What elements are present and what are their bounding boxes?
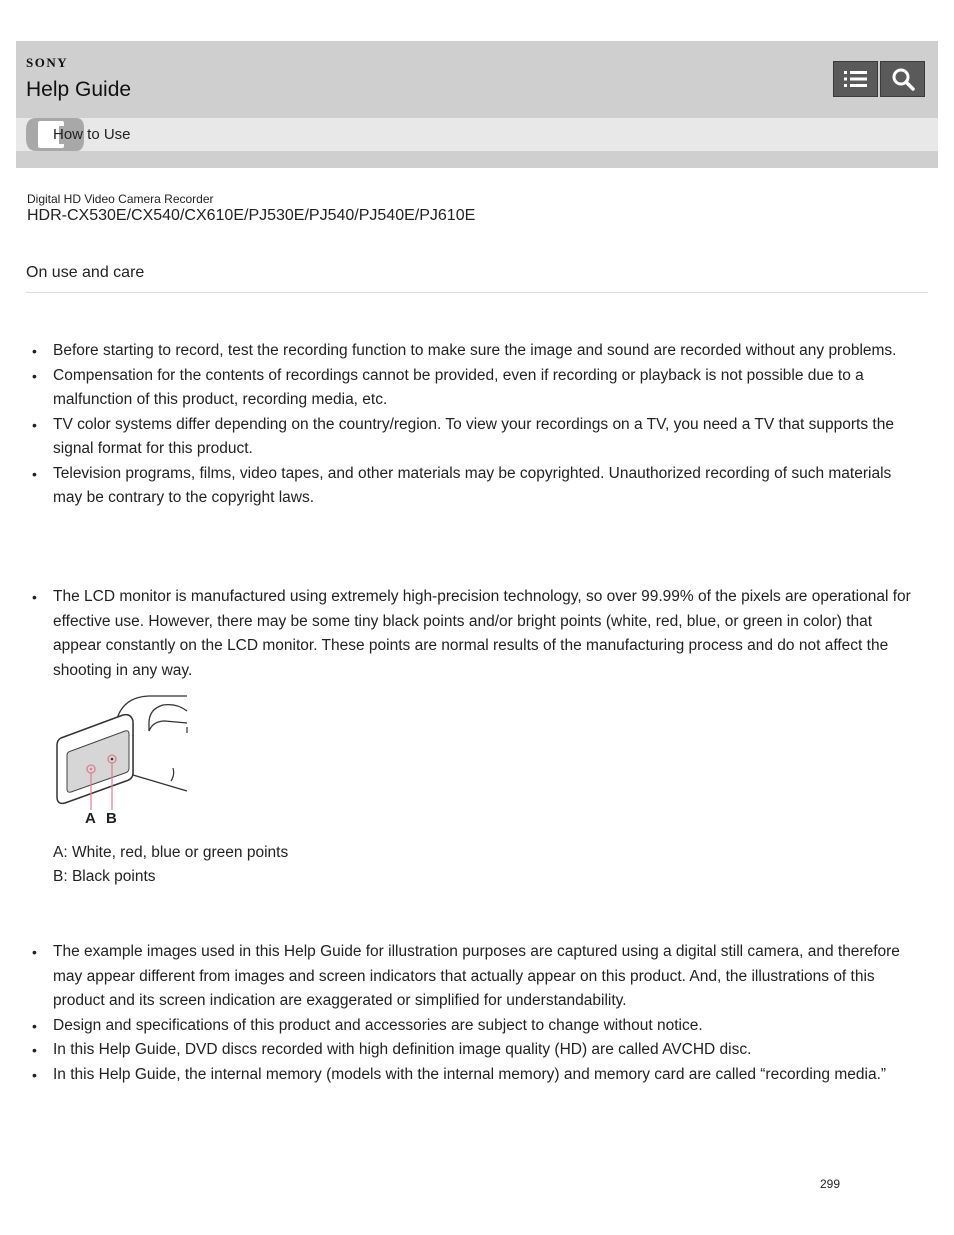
lcd-points-illustration — [53, 693, 193, 828]
list-item: • TV color systems differ depending on the country/region. To view your recordings on a TV, you need a TV that supports the signal format for this product. — [27, 413, 913, 462]
label-b: B — [106, 810, 117, 827]
list-item: • Television programs, films, video tapes, and other materials may be copyrighted. Unauthorized recording of such materials may be contrary to the copyright laws. — [27, 462, 913, 511]
page-number: 299 — [820, 1177, 841, 1191]
list-item: • In this Help Guide, the internal memory (models with the internal memory) and memory card are called “recording media.” — [27, 1063, 913, 1088]
caption-b: B: Black points — [53, 868, 156, 885]
help-guide-title[interactable]: Help Guide — [26, 78, 132, 101]
search-icon — [891, 67, 915, 91]
page-title: On use and care — [26, 264, 145, 281]
lcd-notes-list — [27, 585, 913, 683]
product-models: HDR-CX530E/CX540/CX610E/PJ530E/PJ540/PJ540E/PJ610E — [27, 207, 476, 224]
list-item: • Design and specifications of this product and accessories are subject to change without notice. — [27, 1014, 913, 1039]
list-item: • The example images used in this Help Guide for illustration purposes are captured using a digital still camera, and therefore may appear different from images and screen indicators that actually appear on this product. And, the illustrations of this product and its screen indication are exaggerated or simplified for understandability. — [27, 940, 913, 1014]
table-of-contents-button[interactable] — [833, 61, 878, 97]
search-button[interactable] — [880, 61, 925, 97]
list-item: • The LCD monitor is manufactured using extremely high-precision technology, so over 99.99% of the pixels are operational for effective use. However, there may be some tiny black points and/or bright points (white, red, blue, or green in color) that appear constantly on the LCD monitor. These points are normal results of the manufacturing process and do not affect the shooting in any way. — [27, 585, 913, 683]
product-category: Digital HD Video Camera Recorder — [27, 192, 214, 206]
sony-logo: SONY — [26, 55, 69, 70]
breadcrumb — [16, 118, 938, 151]
help-guide-notes-list — [27, 940, 913, 1087]
list-item: • In this Help Guide, DVD discs recorded with high definition image quality (HD) are called AVCHD disc. — [27, 1038, 913, 1063]
general-notes-list — [27, 339, 913, 511]
title-divider — [26, 292, 928, 293]
breadcrumb-underbar — [16, 151, 938, 168]
breadcrumb-how-to-use[interactable]: How to Use — [53, 126, 131, 143]
list-icon — [843, 68, 869, 90]
list-item: • Before starting to record, test the recording function to make sure the image and sound are recorded without any problems. — [27, 339, 913, 364]
header-bar — [16, 41, 938, 118]
caption-a: A: White, red, blue or green points — [53, 844, 289, 861]
list-item: • Compensation for the contents of recordings cannot be provided, even if recording or playback is not possible due to a malfunction of this product, recording media, etc. — [27, 364, 913, 413]
label-a: A — [85, 810, 96, 827]
